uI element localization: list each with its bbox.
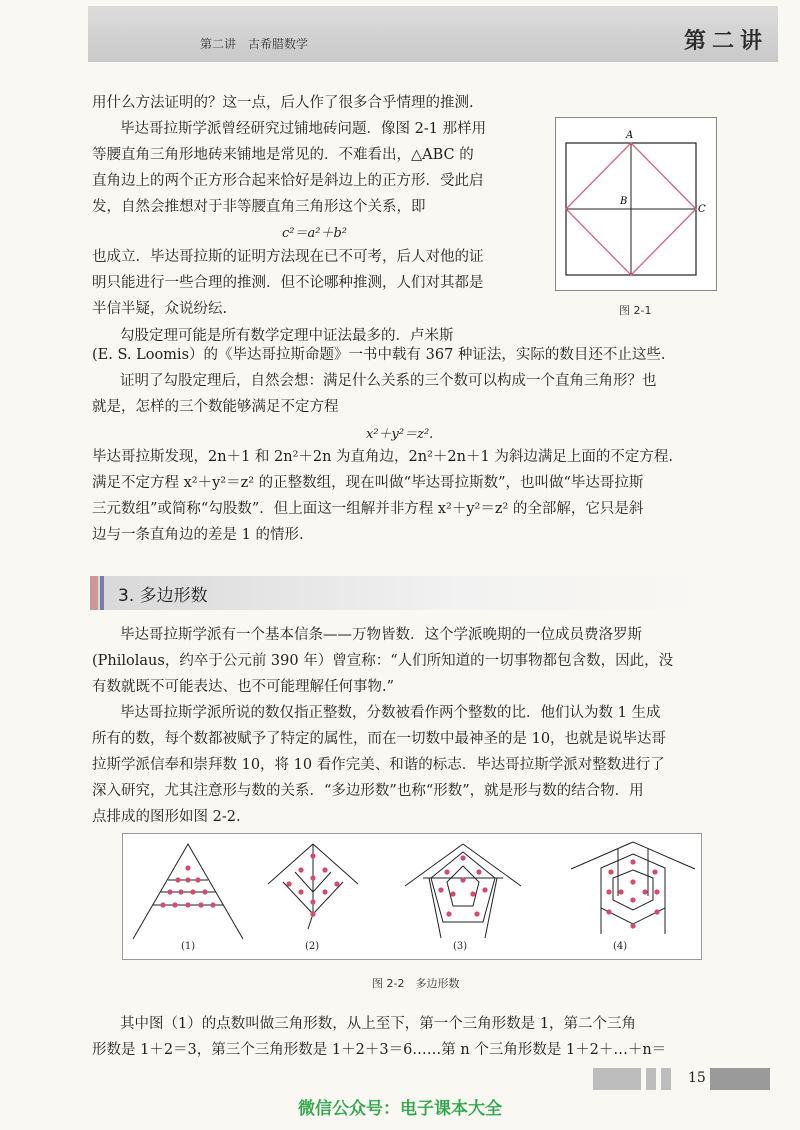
text-line: 有数就既不可能表达、也不可能理解任何事物.”	[92, 679, 395, 695]
heading-accent	[100, 576, 104, 610]
figure-dot	[654, 909, 659, 914]
text-line: 等腰直角三角形地砖来铺地是常见的．不难看出，△ABC 的	[92, 147, 474, 163]
figure-dot	[310, 911, 315, 916]
lecture-label: 第二讲	[683, 29, 768, 54]
figure-label: (4)	[613, 941, 628, 952]
figure-dot	[185, 902, 190, 907]
figure-dot	[185, 877, 190, 882]
formula-pythagoras: c²＝a²＋b²	[282, 226, 347, 241]
figure-dot	[652, 869, 657, 874]
section-title: 3. 多边形数	[118, 586, 208, 606]
text-line: 发，自然会推想对于非等腰直角三角形这个关系，即	[92, 199, 426, 215]
figure-dot	[618, 889, 623, 894]
figure-dot	[630, 879, 635, 884]
footer-bar	[710, 1068, 770, 1090]
text-line: 明只能进行一些合理的推测．但不论哪种推测，人们对其都是	[92, 275, 484, 291]
figure-dot	[474, 911, 479, 916]
footer-bar	[661, 1068, 671, 1090]
figure-dot	[160, 902, 165, 907]
text-line: 所有的数，每个数都被赋予了特定的属性，而在一切数中最神圣的是 10，也就是说毕达哥	[92, 731, 667, 747]
figure-dot	[642, 889, 647, 894]
figure-2-1	[555, 117, 717, 291]
text-line: (Philolaus，约卒于公元前 390 年）曾宣称：“人们所知道的一切事物都包含数，因此，没	[92, 653, 674, 669]
figure-dot	[185, 865, 190, 870]
figure-dot	[310, 853, 315, 858]
header-bar	[88, 6, 778, 62]
figure-dot	[606, 909, 611, 914]
text-line: 毕达哥拉斯学派曾经研究过铺地砖问题．像图 2-1 那样用	[120, 121, 487, 137]
figure-dot	[172, 902, 177, 907]
text-line: 也成立．毕达哥拉斯的证明方法现在已不可考，后人对他的证	[92, 249, 484, 265]
footer-bar	[646, 1068, 656, 1090]
text-line: 证明了勾股定理后，自然会想：满足什么关系的三个数可以构成一个直角三角形？也	[120, 373, 657, 389]
text-line: 深入研究，尤其注意形与数的关系．“多边形数”也称“形数”，就是形与数的结合物．用	[92, 783, 644, 799]
figure-dot	[460, 855, 465, 860]
figure-dot	[198, 902, 203, 907]
figure-dot	[286, 881, 291, 886]
figure-label: (2)	[305, 941, 320, 952]
text-line: 三元数组”或简称“勾股数”．但上面这一组解并非方程 x²＋y²＝z² 的全部解，它只是斜	[92, 501, 644, 517]
figure-2-2-caption: 图 2-2 多边形数	[372, 977, 460, 990]
figure-dot	[322, 867, 327, 872]
text-line: 就是，怎样的三个数能够满足不定方程	[92, 399, 339, 415]
figure-2-2	[122, 833, 702, 960]
heading-accent	[90, 576, 98, 610]
label-b: B	[620, 196, 628, 207]
figure-label: (1)	[181, 941, 196, 952]
figure-dot	[482, 887, 487, 892]
figure-dot	[606, 889, 611, 894]
section-heading	[90, 576, 710, 610]
figure-dot	[630, 897, 635, 902]
figure-dot	[298, 867, 303, 872]
figure-label: (3)	[453, 941, 468, 952]
figure-dot	[167, 889, 172, 894]
figure-dot	[470, 891, 475, 896]
figure-dot	[476, 869, 481, 874]
figure-dot	[178, 889, 183, 894]
figure-dot	[444, 869, 449, 874]
figure-dot	[298, 889, 303, 894]
text-line: 满足不定方程 x²＋y²＝z² 的正整数组，现在叫做“毕达哥拉斯数”，也叫做“毕达哥拉斯	[92, 475, 644, 491]
figure-dot	[460, 877, 465, 882]
figure-dot	[322, 889, 327, 894]
watermark: 微信公众号：电子课本大全	[298, 1099, 502, 1119]
text-line: 边与一条直角边的差是 1 的情形.	[92, 527, 304, 543]
text-line: 拉斯学派信奉和崇拜数 10，将 10 看作完美、和谐的标志．毕达哥拉斯学派对整数进行了	[92, 757, 665, 773]
figure-dot	[334, 881, 339, 886]
text-line: 半信半疑，众说纷纭.	[92, 301, 228, 317]
running-header: 第二讲 古希腊数学	[200, 37, 309, 51]
text-line: 勾股定理可能是所有数学定理中证法最多的．卢米斯	[120, 328, 454, 344]
text-line: 用什么方法证明的？这一点，后人作了很多合乎情理的推测.	[92, 95, 474, 111]
text-line: 毕达哥拉斯学派所说的数仅指正整数，分数被看作两个整数的比．他们认为数 1 生成	[120, 705, 661, 721]
figure-dot	[175, 877, 180, 882]
figure-dot	[310, 875, 315, 880]
figure-dot	[310, 899, 315, 904]
figure-dot	[210, 902, 215, 907]
footer-bar	[593, 1068, 641, 1090]
formula-indeterminate: x²＋y²＝z².	[366, 427, 434, 442]
figure-dot	[190, 889, 195, 894]
figure-dot	[630, 859, 635, 864]
label-c: C	[698, 204, 706, 215]
figure-dot	[450, 891, 455, 896]
figure-dot	[202, 889, 207, 894]
figure-dot	[630, 923, 635, 928]
text-line: 直角边上的两个正方形合起来恰好是斜边上的正方形．受此启	[92, 173, 484, 189]
figure-2-1-caption: 图 2-1	[619, 304, 652, 317]
text-line: 毕达哥拉斯学派有一个基本信条——万物皆数．这个学派晚期的一位成员费洛罗斯	[120, 627, 642, 643]
figure-dot	[195, 877, 200, 882]
page-number: 15	[688, 1070, 706, 1086]
text-line: (E. S. Loomis）的《毕达哥拉斯命题》一书中载有 367 种证法，实际的数目还不止这些.	[92, 347, 666, 363]
figure-dot	[654, 889, 659, 894]
text-line: 毕达哥拉斯发现，2n＋1 和 2n²＋2n 为直角边，2n²＋2n＋1 为斜边满足上面的不定方程.	[92, 449, 673, 465]
text-line: 形数是 1＋2＝3，第三个三角形数是 1＋2＋3＝6……第 n 个三角形数是 1＋2＋…＋n＝	[92, 1042, 667, 1058]
text-line: 点排成的图形如图 2-2.	[92, 809, 241, 825]
label-a: A	[626, 130, 634, 141]
figure-dot	[608, 869, 613, 874]
figure-dot	[438, 887, 443, 892]
text-line: 其中图（1）的点数叫做三角形数，从上至下，第一个三角形数是 1，第二个三角	[120, 1016, 637, 1032]
figure-dot	[446, 911, 451, 916]
